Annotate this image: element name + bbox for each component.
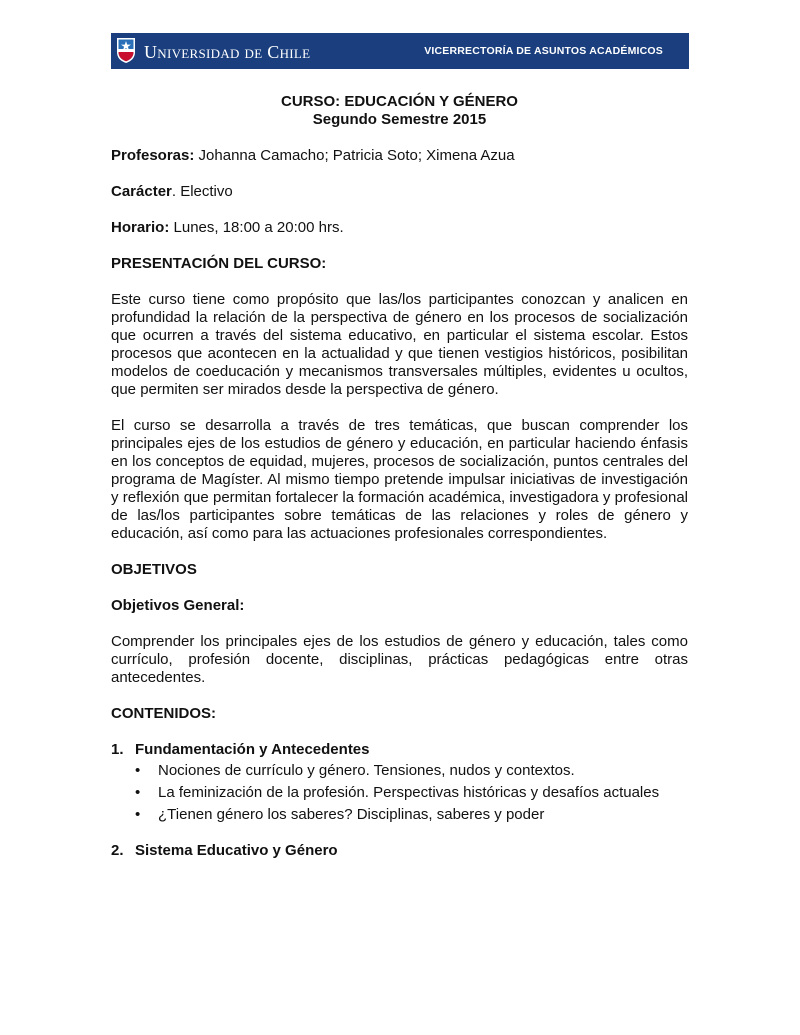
unit-title-text: Sistema Educativo y Género — [135, 842, 338, 859]
unit-topics — [111, 762, 688, 824]
university-crest-icon — [116, 37, 136, 64]
schedule-value: Lunes, 18:00 a 20:00 hrs. — [173, 219, 344, 236]
bullet-icon: • — [135, 784, 141, 801]
units-list — [111, 741, 688, 860]
teachers-label: Profesoras: — [111, 147, 195, 164]
unit-title — [111, 741, 688, 759]
unit-item — [111, 741, 688, 824]
unit-title — [111, 842, 688, 860]
schedule-label: Horario: — [111, 219, 170, 236]
type-label: Carácter — [111, 183, 172, 200]
teachers-line — [111, 147, 688, 165]
unit-item — [111, 842, 688, 860]
topic-text: La feminización de la profesión. Perspectivas históricas y desafíos actuales — [158, 784, 660, 801]
objectives-heading: OBJETIVOS — [111, 561, 197, 578]
list-item — [111, 762, 688, 780]
presentation-heading: PRESENTACIÓN DEL CURSO: — [111, 255, 327, 272]
unit-number: 2. — [111, 842, 124, 859]
general-objective-heading: Objetivos General: — [111, 597, 245, 614]
contents-heading: CONTENIDOS: — [111, 705, 216, 722]
vicerrectoria-label: VICERRECTORÍA DE ASUNTOS ACADÉMICOS — [424, 45, 663, 57]
bullet-icon: • — [135, 762, 141, 779]
topic-text: ¿Tienen género los saberes? Disciplinas, saberes y poder — [158, 806, 545, 823]
type-line — [111, 183, 688, 201]
bullet-icon: • — [135, 806, 141, 823]
unit-number: 1. — [111, 741, 124, 758]
unit-title-text: Fundamentación y Antecedentes — [135, 741, 370, 758]
topic-text: Nociones de currículo y género. Tensiones, nudos y contextos. — [158, 762, 575, 779]
teachers-value: Johanna Camacho; Patricia Soto; Ximena Azua — [198, 147, 515, 164]
general-objective-text: Comprender los principales ejes de los estudios de género y educación, tales como currículo, profesión docente, disciplinas, prácticas pedagógicas entre otras antecedentes. — [111, 633, 688, 686]
course-title: CURSO: EDUCACIÓN Y GÉNERO — [281, 93, 518, 110]
document-body — [111, 93, 688, 860]
header-banner — [111, 33, 689, 69]
type-value: . Electivo — [171, 183, 233, 200]
list-item — [111, 806, 688, 824]
presentation-paragraph-1: Este curso tiene como propósito que las/los participantes conozcan y analicen en profundidad la relación de la perspectiva de género en los procesos de socialización que ocurren a través del sistema educativo, en particular el sistema escolar. Estos procesos que acontecen en la actualidad y que tienen vestigios históricos, posibilitan modelos de coeducación y mecanismos transversales múltiples, evidentes u ocultos, que permiten ser mirados desde la perspectiva de género. — [111, 291, 688, 398]
schedule-line — [111, 219, 688, 237]
presentation-paragraph-2: El curso se desarrolla a través de tres temáticas, que buscan comprender los principales ejes de los estudios de género y educación, en particular haciendo énfasis en los conceptos de equidad, mujeres, procesos de socialización, puntos centrales del programa de Magíster. Al mismo tiempo pretende impulsar iniciativas de investigación y reflexión que permitan fortalecer la formación académica, investigadora y profesional de las/los participantes sobre temáticas de las relaciones y roles de género y educación, así como para las actuaciones profesionales correspondientes. — [111, 417, 688, 542]
university-name: Universidad de Chile — [144, 42, 311, 62]
list-item — [111, 784, 688, 802]
course-semester: Segundo Semestre 2015 — [312, 111, 487, 128]
